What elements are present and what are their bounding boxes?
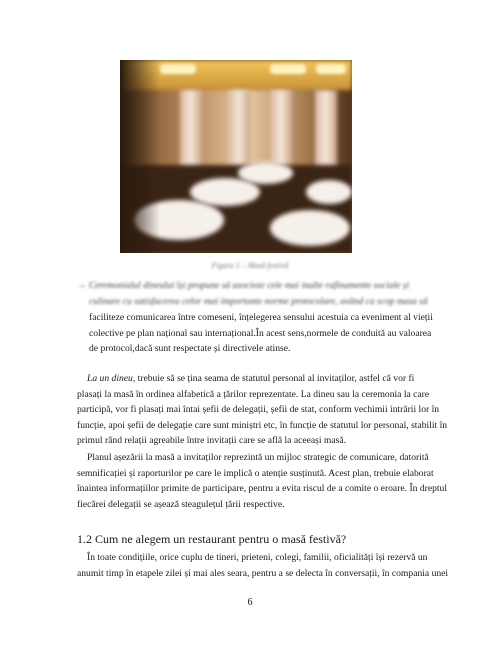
text-line: înaintea informațiilor primite de participare, pentru a evita riscul de a comite o eroare. În dreptul — [77, 483, 448, 494]
text-line — [77, 371, 457, 387]
photo-lamp — [160, 64, 196, 74]
text-line: semnificației și raporturilor pe care le implică o atenție susținută. Acest plan, trebuie elaborat — [77, 467, 434, 479]
photo-table — [270, 210, 350, 246]
text-line: colective pe plan național sau internațional.În acest sens,normele de conduită au valoarea — [89, 327, 432, 339]
text-line: faciliteze comunicarea între comeseni, înțelegerea sensului acestuia ca eveniment al vieții — [89, 312, 433, 323]
banquet-hall-photo — [120, 60, 352, 253]
text-line: participă, vor fi plasați mai întai șefii de delegații, șefii de stat, conform vechimii intrării lor în — [77, 404, 440, 415]
section-heading: 1.2 Cum ne alegem un restaurant pentru o masă festivă? — [77, 532, 347, 546]
photo-lamp — [270, 64, 306, 74]
photo-lamp — [316, 64, 346, 74]
figure-caption: Figura 1 – Masă festivă — [211, 261, 289, 270]
text-line: funcție, apoi șefii de delegație care sunt miniștri etc, în funcție de statutul lor personal, stabilit în — [77, 419, 448, 431]
lead-phrase: La un dineu — [87, 373, 133, 384]
photo-shadow — [120, 60, 160, 253]
text-line: fiecărei delegații se așează steagulețul țării respective. — [77, 498, 285, 510]
text-line: Planul așezării la masă a invitaților reprezintă un mijloc strategic de comunicare, datorită — [87, 452, 429, 463]
text-line: plasați la masă în ordinea alfabetică a țărilor reprezentate. La dineu sau la ceremonia la care — [77, 388, 430, 400]
text-fragment: , trebuie să se țina seama de statutul personal al invitaților, astfel că vor fi — [132, 373, 415, 384]
text-line: de protocol,dacă sunt respectate și directivele atinse. — [89, 343, 291, 354]
paragraph-dineu — [77, 371, 457, 449]
paragraph-plan — [77, 450, 457, 512]
photo-table — [238, 162, 293, 184]
intro-paragraph — [89, 310, 457, 357]
text-line: anumit timp în etapele zilei și mai ales seara, pentru a se delecta în conversații, în compania unei — [77, 567, 449, 579]
blurred-text-line: → Ceremonialul dineului își propune să asocieze cele mai inalte rafinamente sociale și — [77, 281, 410, 291]
text-line: primul rând relații agreabile între invitații care se află la aceeași masă. — [77, 435, 347, 446]
paragraph-restaurant — [77, 550, 457, 581]
text-line: În toate condițiile, orice cuplu de tineri, prieteni, colegi, familii, oficialități își rezervă un — [87, 552, 428, 563]
photo-table — [306, 180, 352, 204]
blurred-text-line: culinare cu satisfacerea celor mai importante norme protocolare, având ca scop masa să — [89, 297, 428, 307]
page-number: 6 — [247, 597, 253, 608]
